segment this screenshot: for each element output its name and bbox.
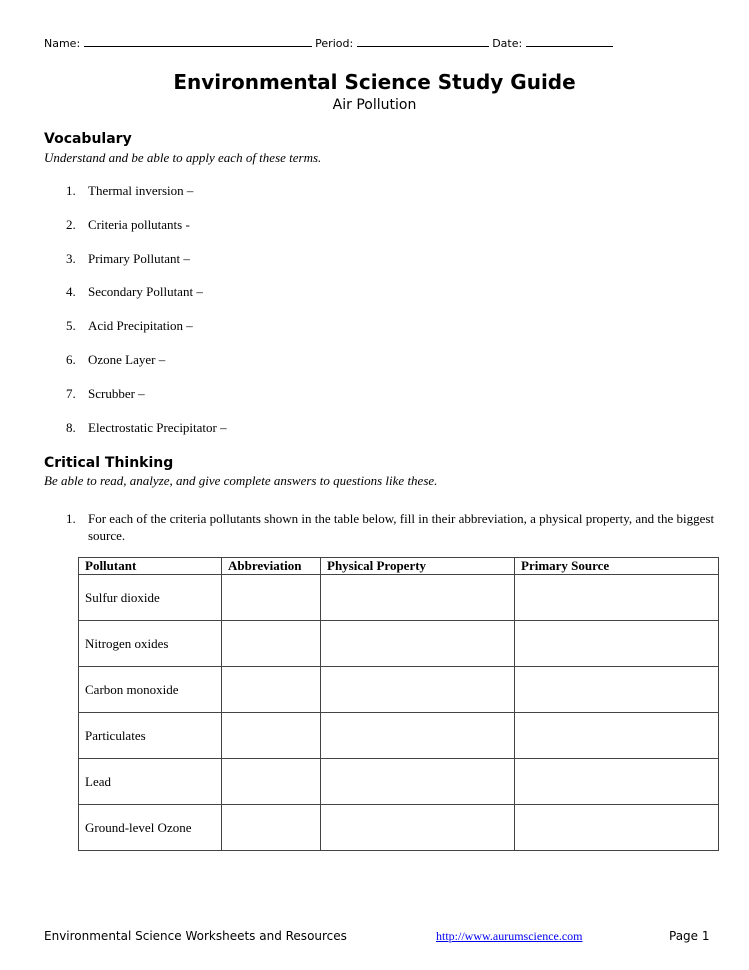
vocabulary-item [66, 251, 190, 267]
name-label: Name: [44, 37, 81, 50]
vocabulary-item-number: 4. [66, 284, 76, 300]
physical-property-answer-cell[interactable] [321, 713, 515, 759]
vocabulary-item-term: Acid Precipitation – [88, 318, 193, 334]
vocabulary-item-number: 5. [66, 318, 76, 334]
physical-property-answer-cell[interactable] [321, 805, 515, 851]
vocabulary-item-number: 8. [66, 419, 76, 435]
name-field[interactable] [84, 36, 312, 47]
table-header-row [79, 558, 719, 575]
vocabulary-item [66, 420, 227, 436]
physical-property-answer-cell[interactable] [321, 575, 515, 621]
abbreviation-answer-cell[interactable] [222, 713, 321, 759]
pollutant-name-cell: Sulfur dioxide [79, 575, 222, 621]
table-row [79, 805, 719, 851]
pollutant-name-cell: Nitrogen oxides [79, 621, 222, 667]
question-text: For each of the criteria pollutants shown in the table below, fill in their abbreviation, a physical property, and the biggest source. [88, 511, 715, 543]
vocabulary-item-number: 1. [66, 183, 76, 198]
abbreviation-answer-cell[interactable] [222, 805, 321, 851]
page-number: Page 1 [669, 929, 710, 943]
pollutant-name-cell: Lead [79, 759, 222, 805]
abbreviation-answer-cell[interactable] [222, 759, 321, 805]
vocabulary-item-term: Criteria pollutants - [88, 216, 190, 232]
primary-source-answer-cell[interactable] [515, 667, 719, 713]
vocabulary-item [66, 284, 203, 300]
vocabulary-heading: Vocabulary [44, 131, 132, 147]
page-subtitle: Air Pollution [332, 97, 417, 113]
primary-source-answer-cell[interactable] [515, 621, 719, 667]
pollutant-name-cell: Ground-level Ozone [79, 805, 222, 851]
physical-property-answer-cell[interactable] [321, 759, 515, 805]
student-info-line [44, 36, 613, 50]
table-row [79, 621, 719, 667]
vocabulary-item-number: 2. [66, 216, 76, 232]
abbreviation-answer-cell[interactable] [222, 667, 321, 713]
vocabulary-item-number: 3. [66, 250, 76, 266]
physical-property-answer-cell[interactable] [321, 667, 515, 713]
period-field[interactable] [357, 36, 489, 47]
primary-source-answer-cell[interactable] [515, 805, 719, 851]
footer-text: Environmental Science Worksheets and Resources [44, 929, 347, 943]
vocabulary-item-term: Electrostatic Precipitator – [88, 419, 227, 435]
footer-link[interactable]: http://www.aurumscience.com [436, 929, 583, 943]
pollutant-table [78, 557, 719, 851]
vocabulary-item [66, 183, 193, 199]
vocabulary-item-number: 6. [66, 352, 76, 367]
header-abbreviation: Abbreviation [222, 558, 321, 575]
primary-source-answer-cell[interactable] [515, 713, 719, 759]
table-row [79, 667, 719, 713]
question-number: 1. [66, 511, 76, 526]
vocabulary-item [66, 318, 193, 334]
page-title: Environmental Science Study Guide [173, 70, 576, 94]
vocabulary-item-term: Scrubber – [88, 385, 145, 401]
vocabulary-item [66, 217, 190, 233]
table-row [79, 759, 719, 805]
primary-source-answer-cell[interactable] [515, 575, 719, 621]
abbreviation-answer-cell[interactable] [222, 621, 321, 667]
header-primary-source: Primary Source [515, 558, 719, 575]
critical-thinking-instruction: Be able to read, analyze, and give complete answers to questions like these. [44, 473, 438, 488]
vocabulary-item-number: 7. [66, 385, 76, 401]
abbreviation-answer-cell[interactable] [222, 575, 321, 621]
critical-thinking-heading: Critical Thinking [44, 455, 174, 471]
question-1 [66, 510, 726, 544]
vocabulary-item-term: Primary Pollutant – [88, 250, 190, 266]
header-pollutant: Pollutant [79, 558, 222, 575]
vocabulary-item [66, 352, 165, 368]
vocabulary-item-term: Thermal inversion – [88, 183, 194, 198]
pollutant-name-cell: Carbon monoxide [79, 667, 222, 713]
vocabulary-item [66, 386, 145, 402]
vocabulary-instruction: Understand and be able to apply each of these terms. [44, 150, 322, 165]
vocabulary-item-term: Secondary Pollutant – [88, 284, 203, 300]
table-row [79, 713, 719, 759]
date-field[interactable] [526, 36, 613, 47]
table-row [79, 575, 719, 621]
vocabulary-item-term: Ozone Layer – [88, 352, 166, 367]
pollutant-name-cell: Particulates [79, 713, 222, 759]
primary-source-answer-cell[interactable] [515, 759, 719, 805]
physical-property-answer-cell[interactable] [321, 621, 515, 667]
header-physical-property: Physical Property [321, 558, 515, 575]
date-label: Date: [492, 37, 523, 50]
period-label: Period: [315, 37, 354, 50]
